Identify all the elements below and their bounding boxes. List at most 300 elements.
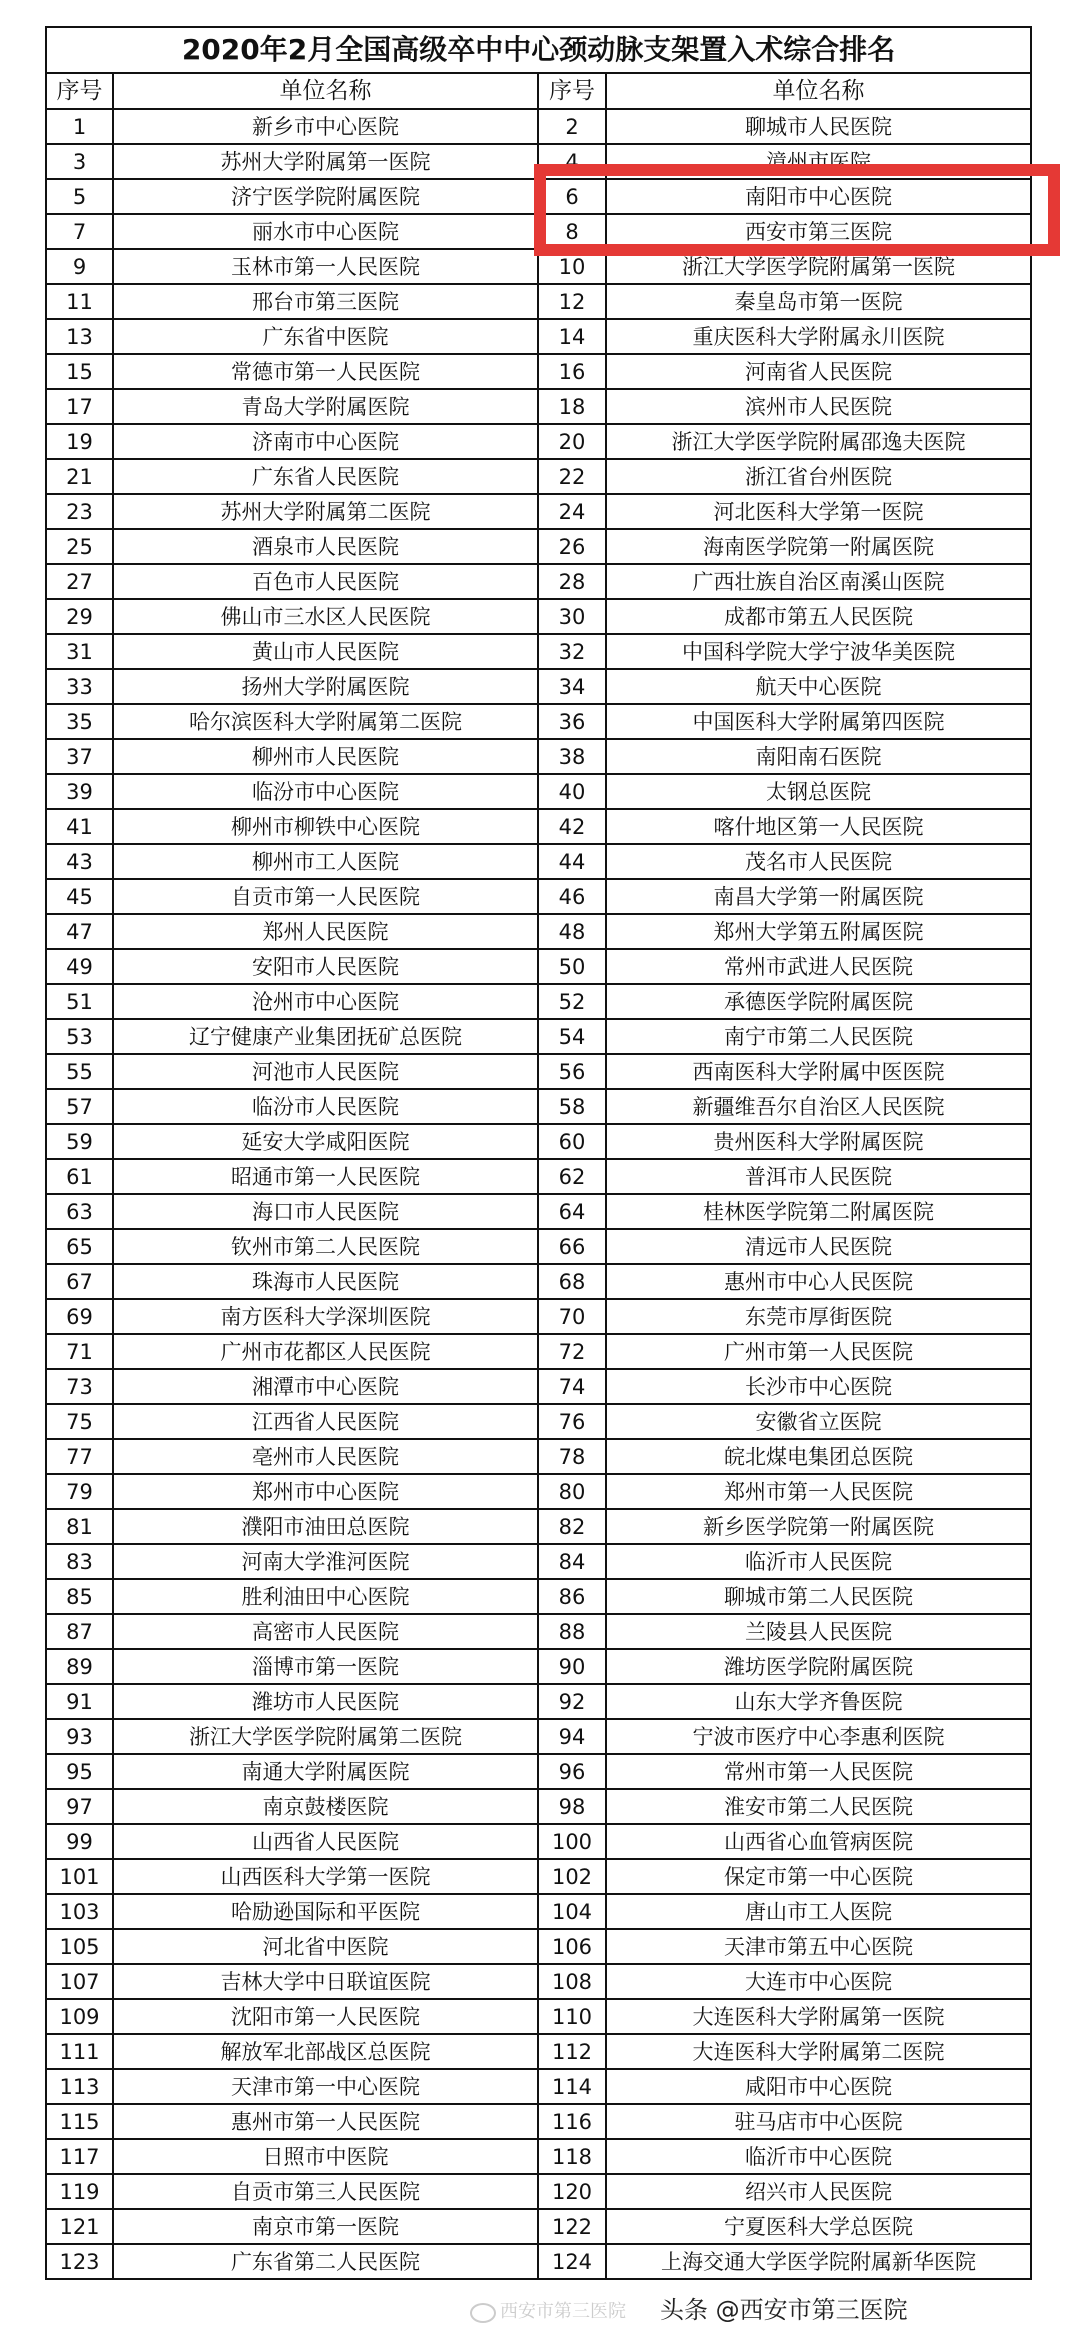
cell-name-right: 桂林医学院第二附属医院	[606, 1194, 1031, 1229]
cell-rank-left: 9	[46, 249, 113, 284]
cell-rank-left: 75	[46, 1404, 113, 1439]
cell-name-right: 河南省人民医院	[606, 354, 1031, 389]
cell-name-left: 黄山市人民医院	[113, 634, 538, 669]
table-row	[46, 1299, 1031, 1334]
table-row	[46, 1474, 1031, 1509]
cell-name-right: 滨州市人民医院	[606, 389, 1031, 424]
cell-rank-left: 89	[46, 1649, 113, 1684]
table-row	[46, 284, 1031, 319]
cell-name-right: 航天中心医院	[606, 669, 1031, 704]
cell-rank-left: 93	[46, 1719, 113, 1754]
cell-rank-left: 45	[46, 879, 113, 914]
cell-rank-right: 84	[538, 1544, 606, 1579]
table-row	[46, 844, 1031, 879]
cell-name-right: 临沂市人民医院	[606, 1544, 1031, 1579]
cell-rank-right: 94	[538, 1719, 606, 1754]
cell-rank-left: 47	[46, 914, 113, 949]
cell-name-left: 广州市花都区人民医院	[113, 1334, 538, 1369]
table-row	[46, 914, 1031, 949]
cell-name-left: 河北省中医院	[113, 1929, 538, 1964]
table-row	[46, 1614, 1031, 1649]
table-row	[46, 1544, 1031, 1579]
cell-name-right: 浙江省台州医院	[606, 459, 1031, 494]
cell-rank-left: 27	[46, 564, 113, 599]
cell-rank-right: 124	[538, 2244, 606, 2279]
cell-name-right: 贵州医科大学附属医院	[606, 1124, 1031, 1159]
cell-rank-right: 108	[538, 1964, 606, 1999]
cell-name-right: 山东大学齐鲁医院	[606, 1684, 1031, 1719]
cell-rank-right: 32	[538, 634, 606, 669]
cell-rank-right: 44	[538, 844, 606, 879]
table-row	[46, 1964, 1031, 1999]
cell-name-left: 山西医科大学第一医院	[113, 1859, 538, 1894]
cell-name-left: 郑州市中心医院	[113, 1474, 538, 1509]
cell-rank-right: 112	[538, 2034, 606, 2069]
table-row	[46, 1684, 1031, 1719]
cell-rank-left: 29	[46, 599, 113, 634]
cell-name-left: 胜利油田中心医院	[113, 1579, 538, 1614]
cell-rank-left: 19	[46, 424, 113, 459]
cell-rank-left: 7	[46, 214, 113, 249]
table-row	[46, 634, 1031, 669]
cell-rank-right: 42	[538, 809, 606, 844]
table-row	[46, 1229, 1031, 1264]
cell-rank-right: 12	[538, 284, 606, 319]
cell-name-left: 濮阳市油田总医院	[113, 1509, 538, 1544]
cell-rank-right: 96	[538, 1754, 606, 1789]
cell-rank-right: 58	[538, 1089, 606, 1124]
cell-rank-right: 76	[538, 1404, 606, 1439]
cell-name-left: 济宁医学院附属医院	[113, 179, 538, 214]
cell-name-left: 辽宁健康产业集团抚矿总医院	[113, 1019, 538, 1054]
cell-name-left: 佛山市三水区人民医院	[113, 599, 538, 634]
cell-rank-right: 2	[538, 109, 606, 144]
cell-rank-right: 38	[538, 739, 606, 774]
cell-rank-left: 21	[46, 459, 113, 494]
cell-rank-right: 56	[538, 1054, 606, 1089]
cell-name-right: 潍坊医学院附属医院	[606, 1649, 1031, 1684]
table-row	[46, 809, 1031, 844]
cell-name-left: 自贡市第三人民医院	[113, 2174, 538, 2209]
table-row	[46, 739, 1031, 774]
cell-rank-right: 18	[538, 389, 606, 424]
cell-name-right: 郑州大学第五附属医院	[606, 914, 1031, 949]
cell-name-left: 自贡市第一人民医院	[113, 879, 538, 914]
cell-rank-right: 22	[538, 459, 606, 494]
table-row	[46, 1824, 1031, 1859]
cell-name-right: 淮安市第二人民医院	[606, 1789, 1031, 1824]
cell-rank-left: 41	[46, 809, 113, 844]
cell-name-left: 日照市中医院	[113, 2139, 538, 2174]
cell-rank-left: 69	[46, 1299, 113, 1334]
header-row	[46, 73, 1031, 109]
cell-rank-right: 102	[538, 1859, 606, 1894]
cell-rank-right: 120	[538, 2174, 606, 2209]
cell-rank-right: 88	[538, 1614, 606, 1649]
cell-name-left: 安阳市人民医院	[113, 949, 538, 984]
table-row	[46, 564, 1031, 599]
cell-name-right: 大连医科大学附属第一医院	[606, 1999, 1031, 2034]
cell-name-right: 常州市武进人民医院	[606, 949, 1031, 984]
cell-rank-right: 54	[538, 1019, 606, 1054]
cell-name-left: 郑州人民医院	[113, 914, 538, 949]
cell-rank-right: 48	[538, 914, 606, 949]
cell-name-right: 东莞市厚街医院	[606, 1299, 1031, 1334]
table-row	[46, 599, 1031, 634]
table-row	[46, 1264, 1031, 1299]
ranking-table	[45, 26, 1032, 2280]
cell-name-right: 重庆医科大学附属永川医院	[606, 319, 1031, 354]
cell-name-right: 皖北煤电集团总医院	[606, 1439, 1031, 1474]
cell-name-right: 普洱市人民医院	[606, 1159, 1031, 1194]
header-name-left: 单位名称	[113, 73, 538, 109]
cell-rank-right: 92	[538, 1684, 606, 1719]
cell-rank-left: 37	[46, 739, 113, 774]
cell-name-right: 海南医学院第一附属医院	[606, 529, 1031, 564]
cell-rank-left: 83	[46, 1544, 113, 1579]
cell-rank-left: 51	[46, 984, 113, 1019]
cell-name-left: 河池市人民医院	[113, 1054, 538, 1089]
table-row	[46, 2069, 1031, 2104]
cell-name-left: 南京鼓楼医院	[113, 1789, 538, 1824]
cell-rank-left: 85	[46, 1579, 113, 1614]
table-row	[46, 704, 1031, 739]
cell-rank-right: 78	[538, 1439, 606, 1474]
cell-name-left: 惠州市第一人民医院	[113, 2104, 538, 2139]
cell-rank-left: 25	[46, 529, 113, 564]
cell-name-left: 邢台市第三医院	[113, 284, 538, 319]
table-row	[46, 1404, 1031, 1439]
table-row	[46, 2209, 1031, 2244]
header-rank-left: 序号	[46, 73, 113, 109]
cell-name-left: 天津市第一中心医院	[113, 2069, 538, 2104]
cell-name-right: 承德医学院附属医院	[606, 984, 1031, 1019]
cell-rank-left: 59	[46, 1124, 113, 1159]
cell-name-left: 延安大学咸阳医院	[113, 1124, 538, 1159]
cell-rank-right: 16	[538, 354, 606, 389]
cell-name-right: 南昌大学第一附属医院	[606, 879, 1031, 914]
cell-rank-right: 28	[538, 564, 606, 599]
cell-name-right: 西南医科大学附属中医医院	[606, 1054, 1031, 1089]
cell-rank-left: 5	[46, 179, 113, 214]
cell-name-right: 绍兴市人民医院	[606, 2174, 1031, 2209]
cell-name-right: 长沙市中心医院	[606, 1369, 1031, 1404]
cell-name-left: 南通大学附属医院	[113, 1754, 538, 1789]
cell-rank-left: 103	[46, 1894, 113, 1929]
cell-name-left: 南京市第一医院	[113, 2209, 538, 2244]
cell-rank-left: 99	[46, 1824, 113, 1859]
table-row	[46, 1754, 1031, 1789]
table-row	[46, 1649, 1031, 1684]
cell-rank-left: 39	[46, 774, 113, 809]
cell-rank-right: 62	[538, 1159, 606, 1194]
cell-name-left: 柳州市柳铁中心医院	[113, 809, 538, 844]
cell-rank-right: 118	[538, 2139, 606, 2174]
table-row	[46, 1369, 1031, 1404]
cell-rank-left: 13	[46, 319, 113, 354]
cell-rank-left: 33	[46, 669, 113, 704]
cell-rank-right: 26	[538, 529, 606, 564]
cell-name-right: 成都市第五人民医院	[606, 599, 1031, 634]
cell-name-left: 潍坊市人民医院	[113, 1684, 538, 1719]
cell-rank-left: 95	[46, 1754, 113, 1789]
cell-name-left: 玉林市第一人民医院	[113, 249, 538, 284]
cell-rank-right: 90	[538, 1649, 606, 1684]
cell-name-right: 河北医科大学第一医院	[606, 494, 1031, 529]
cell-name-right: 茂名市人民医院	[606, 844, 1031, 879]
cell-rank-left: 35	[46, 704, 113, 739]
table-row	[46, 1719, 1031, 1754]
cell-name-right: 中国科学院大学宁波华美医院	[606, 634, 1031, 669]
cell-name-left: 广东省人民医院	[113, 459, 538, 494]
cell-name-right: 上海交通大学医学院附属新华医院	[606, 2244, 1031, 2279]
table-row	[46, 1789, 1031, 1824]
cell-name-right: 惠州市中心人民医院	[606, 1264, 1031, 1299]
cell-rank-right: 14	[538, 319, 606, 354]
table-row	[46, 109, 1031, 144]
cell-name-left: 百色市人民医院	[113, 564, 538, 599]
cell-name-left: 钦州市第二人民医院	[113, 1229, 538, 1264]
table-row	[46, 1194, 1031, 1229]
cell-rank-left: 121	[46, 2209, 113, 2244]
cell-name-right: 南阳南石医院	[606, 739, 1031, 774]
cell-name-left: 昭通市第一人民医院	[113, 1159, 538, 1194]
cell-rank-left: 1	[46, 109, 113, 144]
table-row	[46, 1579, 1031, 1614]
cell-rank-left: 71	[46, 1334, 113, 1369]
table-row	[46, 1439, 1031, 1474]
cell-name-right: 新乡医学院第一附属医院	[606, 1509, 1031, 1544]
cell-name-left: 淄博市第一医院	[113, 1649, 538, 1684]
table-row	[46, 1999, 1031, 2034]
cell-name-left: 高密市人民医院	[113, 1614, 538, 1649]
cell-rank-right: 50	[538, 949, 606, 984]
cell-name-right: 漳州市医院	[606, 144, 1031, 179]
cell-name-left: 广东省中医院	[113, 319, 538, 354]
cell-rank-left: 107	[46, 1964, 113, 1999]
table-row	[46, 1124, 1031, 1159]
cell-rank-right: 66	[538, 1229, 606, 1264]
cell-rank-left: 81	[46, 1509, 113, 1544]
cell-name-right: 郑州市第一人民医院	[606, 1474, 1031, 1509]
cell-rank-right: 106	[538, 1929, 606, 1964]
cell-rank-right: 8	[538, 214, 606, 249]
cell-name-right: 临沂市中心医院	[606, 2139, 1031, 2174]
table-row	[46, 1019, 1031, 1054]
table-row	[46, 529, 1031, 564]
cell-rank-left: 91	[46, 1684, 113, 1719]
watermark-logo-icon	[470, 2303, 496, 2323]
cell-rank-right: 10	[538, 249, 606, 284]
cell-rank-right: 6	[538, 179, 606, 214]
cell-rank-left: 115	[46, 2104, 113, 2139]
cell-rank-right: 30	[538, 599, 606, 634]
cell-rank-left: 31	[46, 634, 113, 669]
cell-name-right: 太钢总医院	[606, 774, 1031, 809]
cell-name-left: 丽水市中心医院	[113, 214, 538, 249]
table-row	[46, 319, 1031, 354]
highlight-box	[534, 164, 1060, 256]
cell-rank-right: 68	[538, 1264, 606, 1299]
cell-name-left: 海口市人民医院	[113, 1194, 538, 1229]
cell-name-right: 秦皇岛市第一医院	[606, 284, 1031, 319]
cell-rank-left: 117	[46, 2139, 113, 2174]
table-row	[46, 984, 1031, 1019]
cell-rank-right: 24	[538, 494, 606, 529]
table-row	[46, 354, 1031, 389]
cell-name-right: 聊城市第二人民医院	[606, 1579, 1031, 1614]
table-title: 2020年2月全国高级卒中中心颈动脉支架置入术综合排名	[46, 27, 1031, 73]
cell-rank-right: 60	[538, 1124, 606, 1159]
table-row	[46, 2174, 1031, 2209]
title-row	[46, 27, 1031, 73]
cell-name-left: 新乡市中心医院	[113, 109, 538, 144]
cell-rank-left: 43	[46, 844, 113, 879]
watermark-text: 头条 @西安市第三医院	[660, 2296, 908, 2324]
cell-rank-left: 49	[46, 949, 113, 984]
cell-name-right: 喀什地区第一人民医院	[606, 809, 1031, 844]
cell-name-left: 柳州市工人医院	[113, 844, 538, 879]
table-row	[46, 1089, 1031, 1124]
cell-rank-left: 123	[46, 2244, 113, 2279]
cell-rank-right: 86	[538, 1579, 606, 1614]
cell-name-right: 大连市中心医院	[606, 1964, 1031, 1999]
cell-rank-left: 23	[46, 494, 113, 529]
cell-rank-left: 15	[46, 354, 113, 389]
cell-rank-left: 67	[46, 1264, 113, 1299]
cell-name-right: 山西省心血管病医院	[606, 1824, 1031, 1859]
cell-name-left: 济南市中心医院	[113, 424, 538, 459]
cell-name-left: 湘潭市中心医院	[113, 1369, 538, 1404]
cell-name-right: 天津市第五中心医院	[606, 1929, 1031, 1964]
cell-name-left: 广东省第二人民医院	[113, 2244, 538, 2279]
cell-rank-left: 119	[46, 2174, 113, 2209]
cell-rank-left: 63	[46, 1194, 113, 1229]
cell-rank-left: 105	[46, 1929, 113, 1964]
cell-rank-left: 109	[46, 1999, 113, 2034]
cell-rank-left: 77	[46, 1439, 113, 1474]
cell-rank-left: 65	[46, 1229, 113, 1264]
cell-name-left: 山西省人民医院	[113, 1824, 538, 1859]
cell-name-left: 临汾市人民医院	[113, 1089, 538, 1124]
cell-rank-left: 73	[46, 1369, 113, 1404]
cell-name-right: 驻马店市中心医院	[606, 2104, 1031, 2139]
cell-name-left: 常德市第一人民医院	[113, 354, 538, 389]
cell-rank-left: 53	[46, 1019, 113, 1054]
table-row	[46, 459, 1031, 494]
cell-rank-left: 79	[46, 1474, 113, 1509]
table-row	[46, 669, 1031, 704]
cell-name-right: 宁波市医疗中心李惠利医院	[606, 1719, 1031, 1754]
cell-rank-left: 3	[46, 144, 113, 179]
cell-name-left: 沈阳市第一人民医院	[113, 1999, 538, 2034]
cell-rank-left: 57	[46, 1089, 113, 1124]
cell-rank-right: 64	[538, 1194, 606, 1229]
cell-rank-right: 98	[538, 1789, 606, 1824]
cell-name-left: 沧州市中心医院	[113, 984, 538, 1019]
table-row	[46, 2034, 1031, 2069]
cell-rank-left: 101	[46, 1859, 113, 1894]
table-row	[46, 1054, 1031, 1089]
cell-name-left: 河南大学淮河医院	[113, 1544, 538, 1579]
cell-name-right: 西安市第三医院	[606, 214, 1031, 249]
cell-name-right: 广州市第一人民医院	[606, 1334, 1031, 1369]
cell-rank-right: 82	[538, 1509, 606, 1544]
cell-name-left: 青岛大学附属医院	[113, 389, 538, 424]
cell-rank-right: 40	[538, 774, 606, 809]
cell-name-right: 唐山市工人医院	[606, 1894, 1031, 1929]
cell-name-left: 苏州大学附属第一医院	[113, 144, 538, 179]
cell-name-right: 南宁市第二人民医院	[606, 1019, 1031, 1054]
cell-rank-right: 80	[538, 1474, 606, 1509]
table-row	[46, 1859, 1031, 1894]
table-row	[46, 1159, 1031, 1194]
cell-name-right: 清远市人民医院	[606, 1229, 1031, 1264]
cell-rank-right: 100	[538, 1824, 606, 1859]
cell-name-left: 珠海市人民医院	[113, 1264, 538, 1299]
table-row	[46, 1334, 1031, 1369]
cell-name-right: 中国医科大学附属第四医院	[606, 704, 1031, 739]
cell-name-left: 临汾市中心医院	[113, 774, 538, 809]
header-rank-right: 序号	[538, 73, 606, 109]
table-row	[46, 2104, 1031, 2139]
cell-rank-right: 52	[538, 984, 606, 1019]
cell-name-right: 浙江大学医学院附属第一医院	[606, 249, 1031, 284]
cell-name-left: 浙江大学医学院附属第二医院	[113, 1719, 538, 1754]
table-row	[46, 879, 1031, 914]
cell-name-right: 宁夏医科大学总医院	[606, 2209, 1031, 2244]
cell-name-right: 咸阳市中心医院	[606, 2069, 1031, 2104]
cell-rank-right: 70	[538, 1299, 606, 1334]
cell-name-right: 南阳市中心医院	[606, 179, 1031, 214]
cell-rank-left: 111	[46, 2034, 113, 2069]
cell-rank-left: 97	[46, 1789, 113, 1824]
table-row	[46, 1509, 1031, 1544]
cell-name-left: 吉林大学中日联谊医院	[113, 1964, 538, 1999]
cell-name-left: 苏州大学附属第二医院	[113, 494, 538, 529]
watermark-ghost-text: 西安市第三医院	[500, 2301, 626, 2322]
cell-rank-left: 87	[46, 1614, 113, 1649]
cell-name-right: 常州市第一人民医院	[606, 1754, 1031, 1789]
table-row	[46, 389, 1031, 424]
cell-rank-right: 36	[538, 704, 606, 739]
cell-rank-left: 55	[46, 1054, 113, 1089]
cell-rank-left: 61	[46, 1159, 113, 1194]
cell-name-left: 哈励逊国际和平医院	[113, 1894, 538, 1929]
cell-rank-right: 110	[538, 1999, 606, 2034]
cell-rank-right: 46	[538, 879, 606, 914]
cell-rank-right: 4	[538, 144, 606, 179]
cell-name-right: 大连医科大学附属第二医院	[606, 2034, 1031, 2069]
cell-rank-right: 104	[538, 1894, 606, 1929]
cell-name-right: 安徽省立医院	[606, 1404, 1031, 1439]
cell-name-right: 广西壮族自治区南溪山医院	[606, 564, 1031, 599]
cell-name-right: 保定市第一中心医院	[606, 1859, 1031, 1894]
cell-rank-left: 11	[46, 284, 113, 319]
cell-name-left: 江西省人民医院	[113, 1404, 538, 1439]
cell-name-right: 新疆维吾尔自治区人民医院	[606, 1089, 1031, 1124]
cell-name-left: 扬州大学附属医院	[113, 669, 538, 704]
cell-rank-right: 72	[538, 1334, 606, 1369]
cell-name-right: 聊城市人民医院	[606, 109, 1031, 144]
table-row	[46, 424, 1031, 459]
cell-name-right: 兰陵县人民医院	[606, 1614, 1031, 1649]
cell-rank-right: 116	[538, 2104, 606, 2139]
cell-name-right: 浙江大学医学院附属邵逸夫医院	[606, 424, 1031, 459]
cell-rank-left: 113	[46, 2069, 113, 2104]
cell-name-left: 解放军北部战区总医院	[113, 2034, 538, 2069]
table-row	[46, 774, 1031, 809]
